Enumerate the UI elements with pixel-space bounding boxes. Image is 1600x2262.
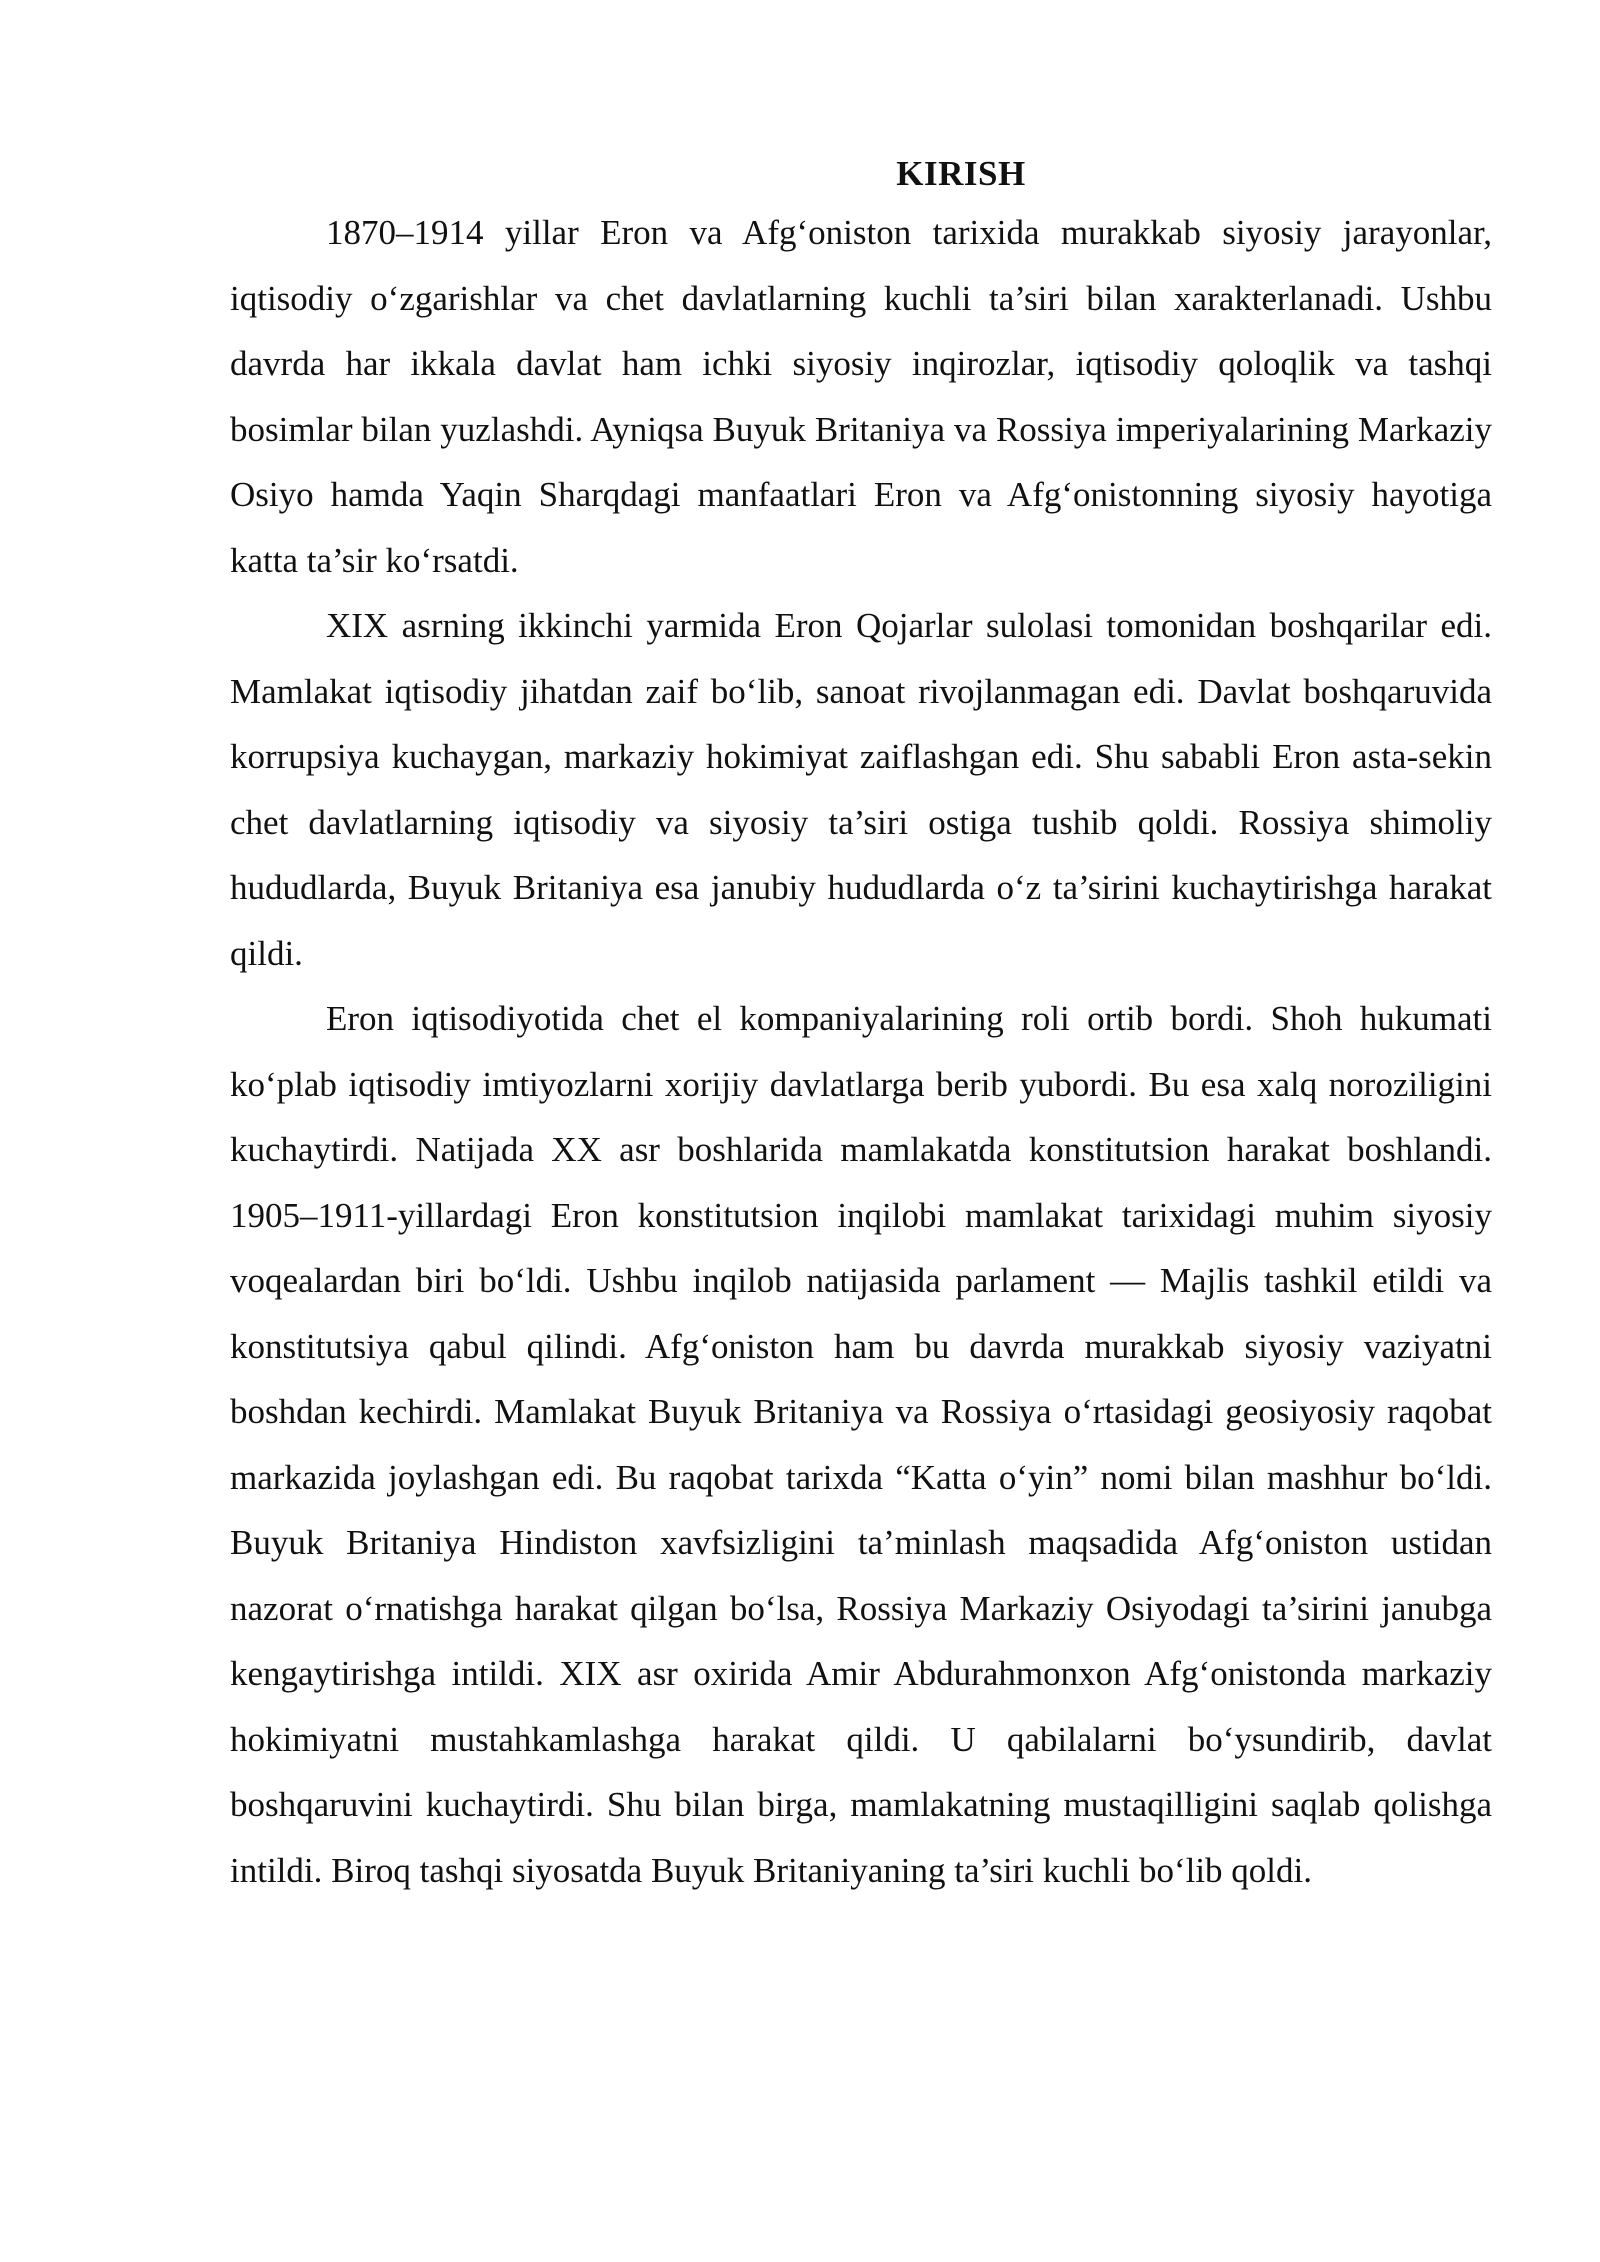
paragraph-2: XIX asrning ikkinchi yarmida Eron Qojarlar sulolasi tomonidan boshqarilar edi. Mamlakat iqtisodiy jihatdan zaif bo‘lib, sanoat rivojlanmagan edi. Davlat boshqaruvida korrupsiya kuchaygan, markaziy hokimiyat zaiflashgan edi. Shu sababli Eron asta-sekin chet davlatlarning iqtisodiy va siyosiy ta’siri ostiga tushib qoldi. Rossiya shimoliy hududlarda, Buyuk Britaniya esa janubiy hududlarda o‘z ta’sirini kuchaytirishga harakat qildi. — [230, 606, 1492, 973]
document-body — [230, 150, 1492, 1903]
page-title: KIRISH — [896, 154, 1026, 193]
paragraph-1: 1870–1914 yillar Eron va Afg‘oniston tarixida murakkab siyosiy jarayonlar, iqtisodiy o‘zgarishlar va chet davlatlarning kuchli ta’siri bilan xarakterlanadi. Ushbu davrda har ikkala davlat ham ichki siyosiy inqirozlar, iqtisodiy qoloqlik va tashqi bosimlar bilan yuzlashdi. Ayniqsa Buyuk Britaniya va Rossiya imperiyalarining Markaziy Osiyo hamda Yaqin Sharqdagi manfaatlari Eron va Afg‘onistonning siyosiy hayotiga katta ta’sir ko‘rsatdi. — [230, 213, 1492, 580]
paragraph-3: Eron iqtisodiyotida chet el kompaniyalarining roli ortib bordi. Shoh hukumati ko‘plab iqtisodiy imtiyozlarni xorijiy davlatlarga berib yubordi. Bu esa xalq noroziligini kuchaytirdi. Natijada XX asr boshlarida mamlakatda konstitutsion harakat boshlandi. 1905–1911-yillardagi Eron konstitutsion inqilobi mamlakat tarixidagi muhim siyosiy voqealardan biri bo‘ldi. Ushbu inqilob natijasida parlament — Majlis tashkil etildi va konstitutsiya qabul qilindi. Afg‘oniston ham bu davrda murakkab siyosiy vaziyatni boshdan kechirdi. Mamlakat Buyuk Britaniya va Rossiya o‘rtasidagi geosiyosiy raqobat markazida joylashgan edi. Bu raqobat tarixda “Katta o‘yin” nomi bilan mashhur bo‘ldi. Buyuk Britaniya Hindiston xavfsizligini ta’minlash maqsadida Afg‘oniston ustidan nazorat o‘rnatishga harakat qilgan bo‘lsa, Rossiya Markaziy Osiyodagi ta’sirini janubga kengaytirishga intildi. XIX asr oxirida Amir Abdurahmonxon Afg‘onistonda markaziy hokimiyatni mustahkamlashga harakat qildi. U qabilalarni bo‘ysundirib, davlat boshqaruvini kuchaytirdi. Shu bilan birga, mamlakatning mustaqilligini saqlab qolishga intildi. Biroq tashqi siyosatda Buyuk Britaniyaning ta’siri kuchli bo‘lib qoldi. — [230, 999, 1492, 1890]
